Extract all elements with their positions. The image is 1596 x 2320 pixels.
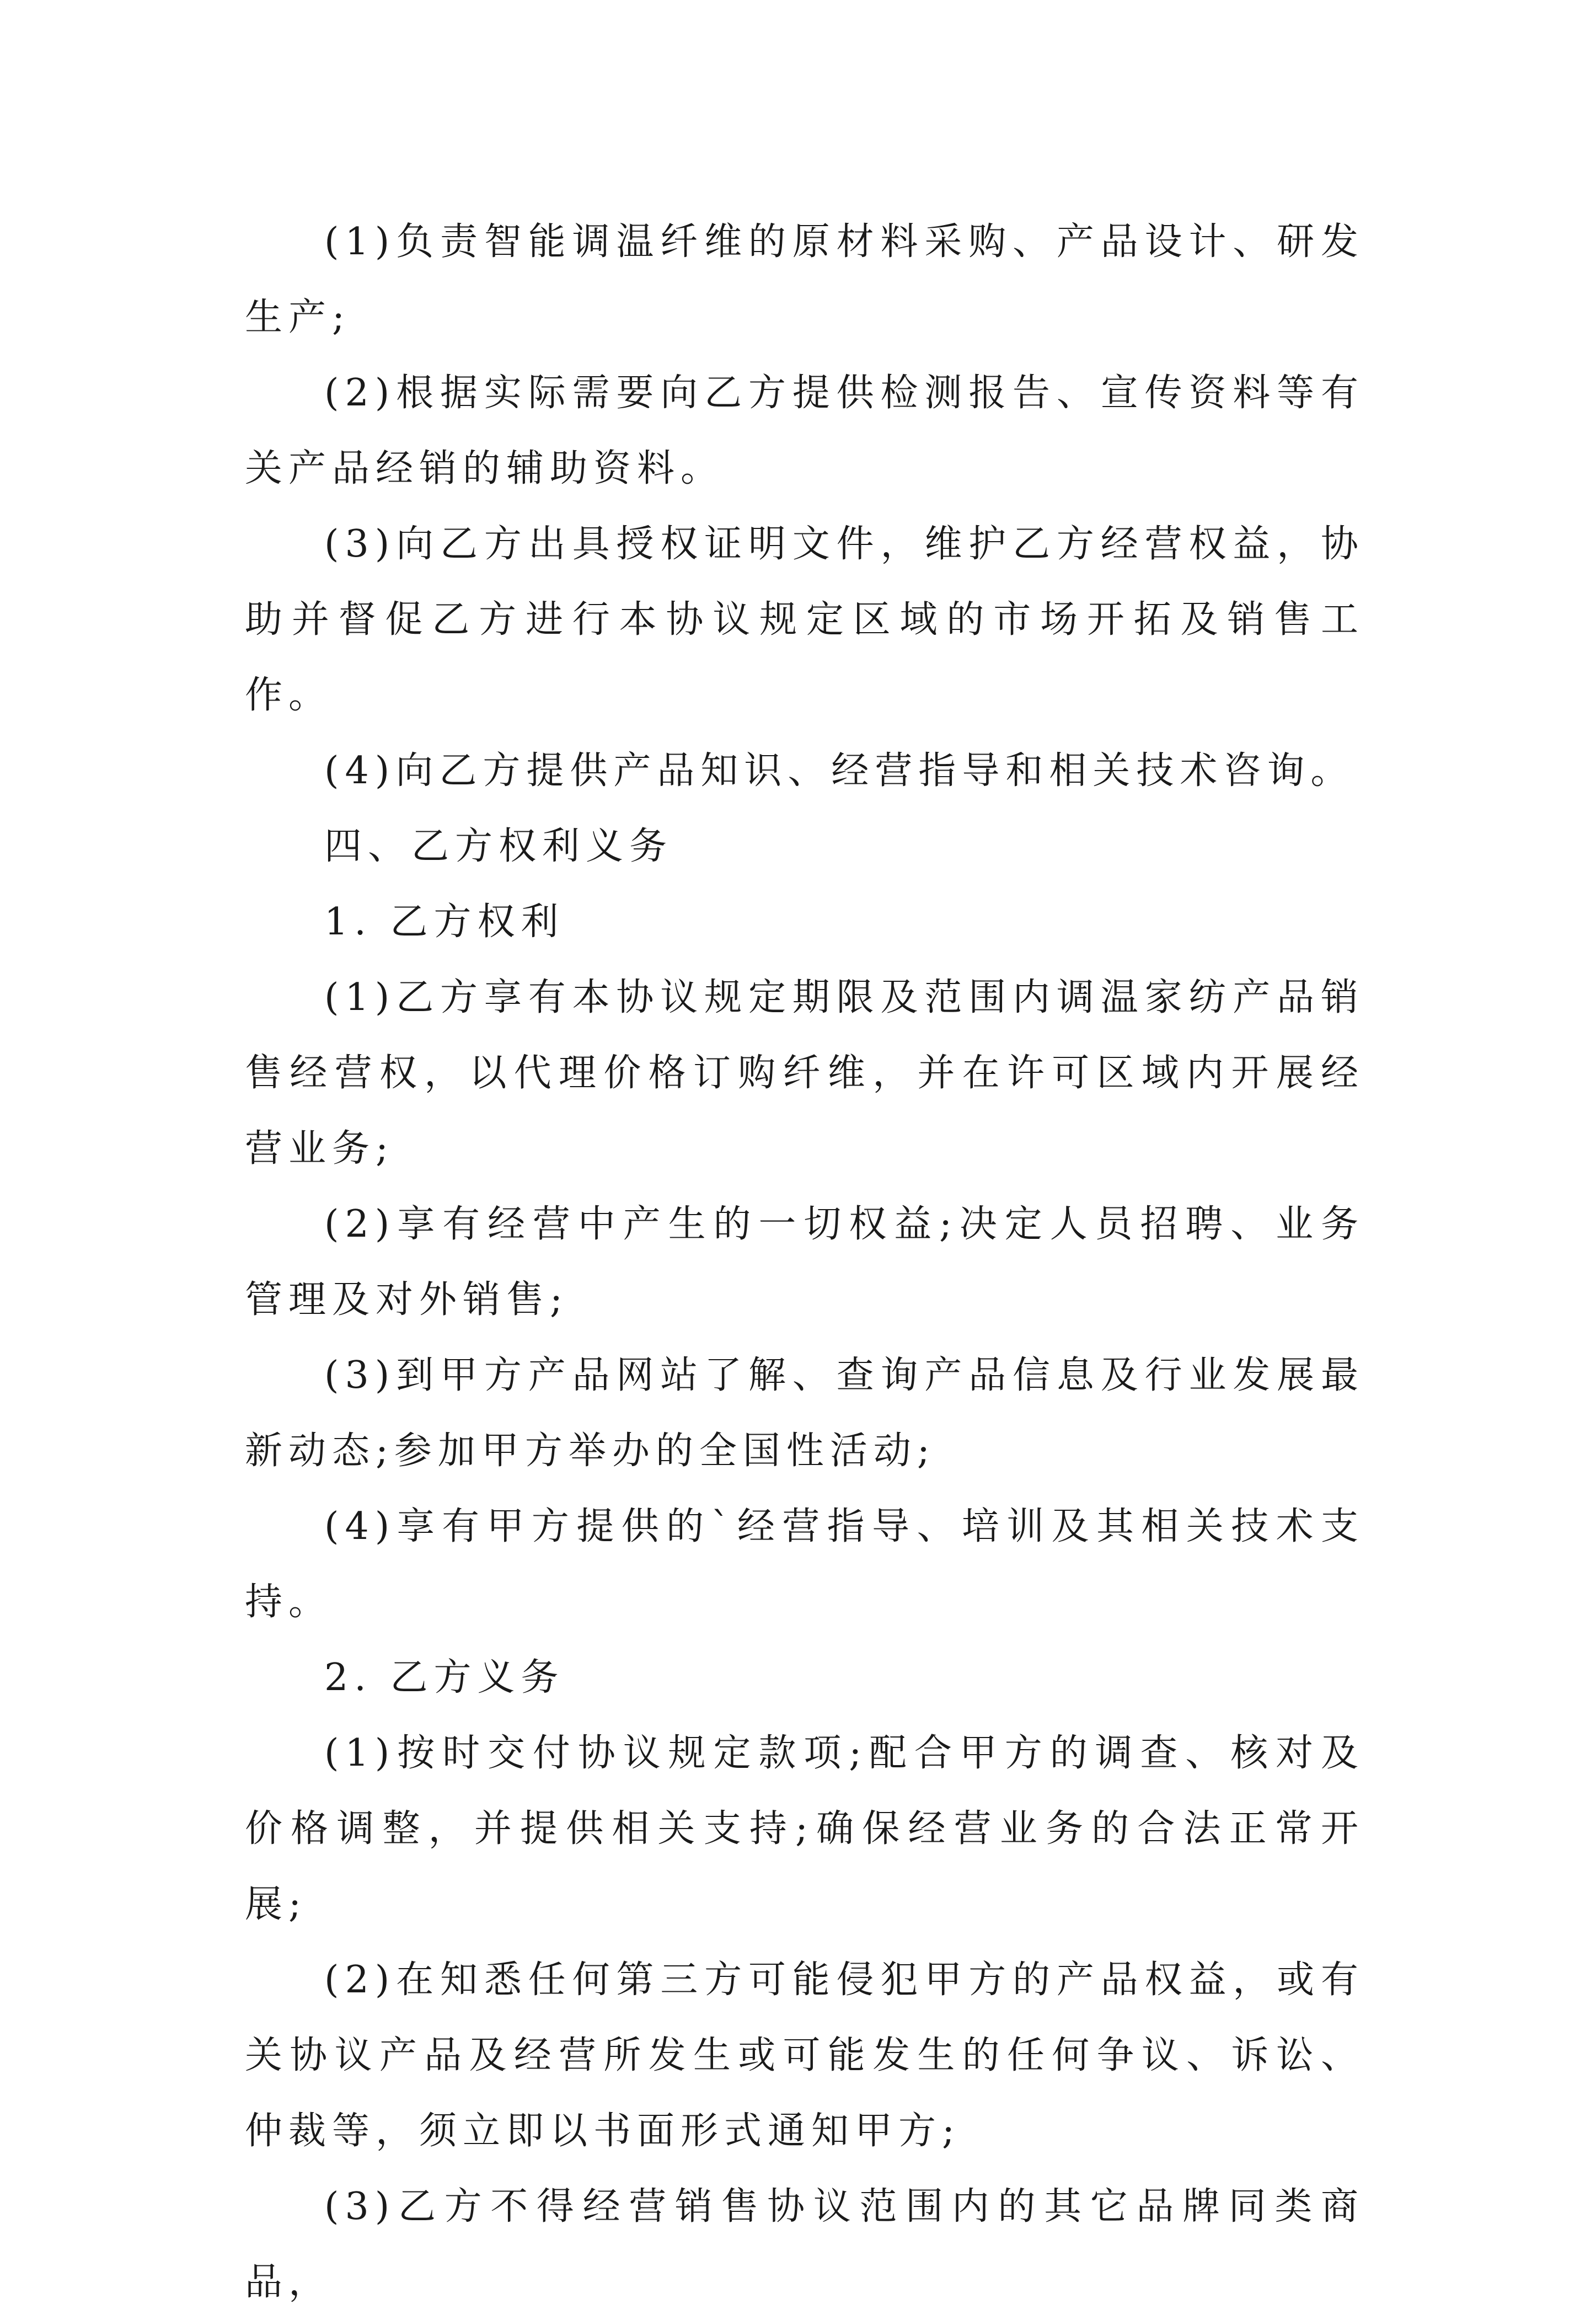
paragraph-rights-2: (2)享有经营中产生的一切权益;决定人员招聘、业务管理及对外销售; (245, 1202, 1364, 1322)
paragraph-4: (4)向乙方提供产品知识、经营指导和相关技术咨询。 (324, 749, 1354, 793)
paragraph-rights-4: (4)享有甲方提供的`经营指导、培训及其相关技术支持。 (245, 1505, 1364, 1624)
subheading-party-b-obligations: 2. 乙方义务 (324, 1656, 565, 1699)
paragraph-rights-3: (3)到甲方产品网站了解、查询产品信息及行业发展最新动态;参加甲方举办的全国性活动; (245, 1354, 1364, 1473)
paragraph-rights-1: (1)乙方享有本协议规定期限及范围内调温家纺产品销售经营权，以代理价格订购纤维，并在许可区域内开展经营业务; (245, 976, 1364, 1170)
section-heading-party-b: 四、乙方权利义务 (324, 825, 673, 868)
paragraph-1: (1)负责智能调温纤维的原材料采购、产品设计、研发生产; (245, 220, 1364, 339)
paragraph-2: (2)根据实际需要向乙方提供检测报告、宣传资料等有关产品经销的辅助资料。 (245, 371, 1364, 490)
paragraph-3: (3)向乙方出具授权证明文件，维护乙方经营权益，协助并督促乙方进行本协议规定区域的市场开拓及销售工作。 (245, 522, 1364, 717)
document-body (245, 204, 1364, 2320)
paragraph-obligations-3: (3)乙方不得经营销售协议范围内的其它品牌同类商品， (245, 2185, 1364, 2304)
paragraph-obligations-2: (2)在知悉任何第三方可能侵犯甲方的产品权益，或有关协议产品及经营所发生或可能发生的任何争议、诉讼、仲裁等，须立即以书面形式通知甲方; (245, 1958, 1364, 2153)
paragraph-obligations-1: (1)按时交付协议规定款项;配合甲方的调查、核对及价格调整，并提供相关支持;确保经营业务的合法正常开展; (245, 1731, 1364, 1926)
subheading-party-b-rights: 1. 乙方权利 (324, 900, 565, 944)
